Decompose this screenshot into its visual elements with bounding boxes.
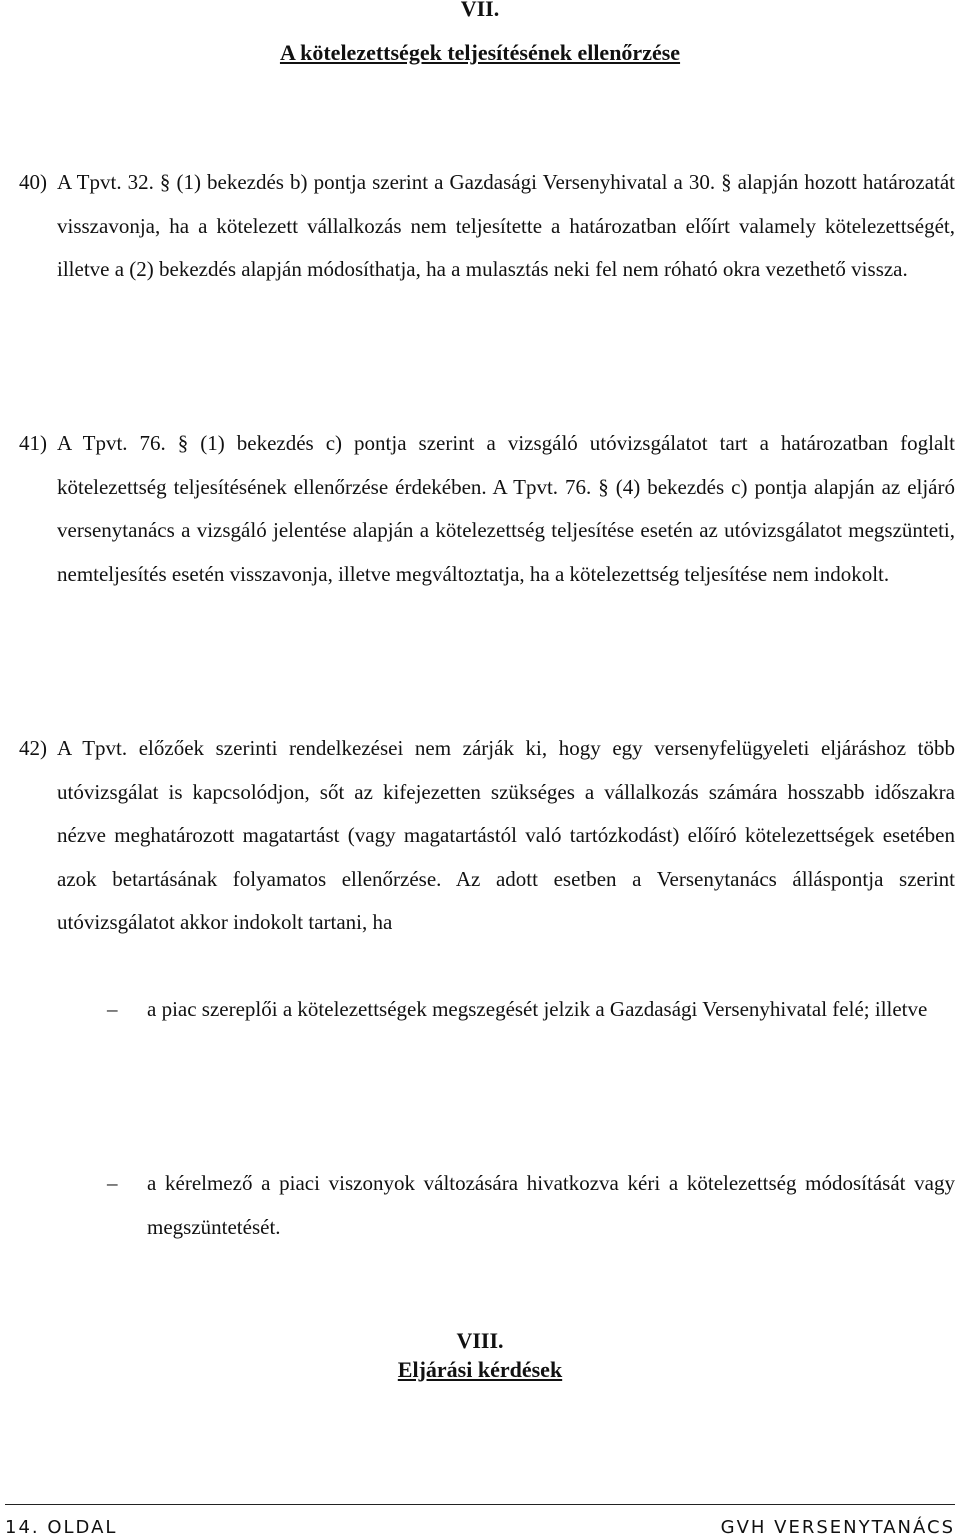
paragraph-number: 40) (19, 170, 47, 194)
dash-list-item (107, 988, 955, 1032)
paragraph-number: 42) (19, 736, 47, 760)
dash-marker: – (107, 997, 118, 1021)
paragraph-text: A Tpvt. 76. § (1) bekezdés c) pontja szerint a vizsgáló utóvizsgálatot tart a határozatban foglalt kötelezettség teljesítésének ellenőrzése érdekében. A Tpvt. 76. § (4) bekezdés c) pontja alapján az eljáró versenytanács a vizsgáló jelentése alapján a kötelezettség teljesítése esetén az utóvizsgálatot megszünteti, nemteljesítés esetén visszavonja, illetve megváltoztatja, ha a kötelezettség teljesítése nem indokolt. (57, 431, 955, 586)
paragraph-number: 41) (19, 431, 47, 455)
paragraph-42 (19, 727, 955, 945)
paragraph-text: A Tpvt. 32. § (1) bekezdés b) pontja szerint a Gazdasági Versenyhivatal a 30. § alapján hozott határozatát visszavonja, ha a kötelezett vállalkozás nem teljesítette a határozatban előírt valamely kötelezettségét, illetve a (2) bekezdés alapján módosíthatja, ha a mulasztás neki fel nem róható okra vezethető vissza. (57, 170, 955, 281)
paragraph-text: A Tpvt. előzőek szerinti rendelkezései nem zárják ki, hogy egy versenyfelügyeleti eljáráshoz több utóvizsgálat is kapcsolódjon, sőt az kifejezetten szükséges a vállalkozás számára hosszabb időszakra nézve meghatározott magatartást (vagy magatartástól való tartózkodást) előíró kötelezettségek esetében azok betartásának folyamatos ellenőrzése. Az adott esetben a Versenytanács álláspontja szerint utóvizsgálatot akkor indokolt tartani, ha (57, 736, 955, 934)
section-number-vii: VII. (460, 0, 500, 21)
footer-organization: GVH VERSENYTANÁCS (720, 1517, 955, 1538)
footer-page-number: 14. OLDAL (5, 1517, 118, 1538)
paragraph-41 (19, 422, 955, 596)
dash-list-item (107, 1162, 955, 1249)
section-title-vii: A kötelezettségek teljesítésének ellenőrzése (279, 40, 681, 65)
footer-divider (5, 1504, 955, 1505)
list-item-text: a kérelmező a piaci viszonyok változására hivatkozva kéri a kötelezettség módosítását vagy megszüntetését. (147, 1171, 955, 1239)
section-number-viii: VIII. (456, 1328, 504, 1353)
list-item-text: a piac szereplői a kötelezettségek megszegését jelzik a Gazdasági Versenyhivatal felé; illetve (147, 997, 928, 1021)
section-title-viii: Eljárási kérdések (397, 1357, 563, 1382)
dash-marker: – (107, 1171, 118, 1195)
paragraph-40 (19, 161, 955, 292)
